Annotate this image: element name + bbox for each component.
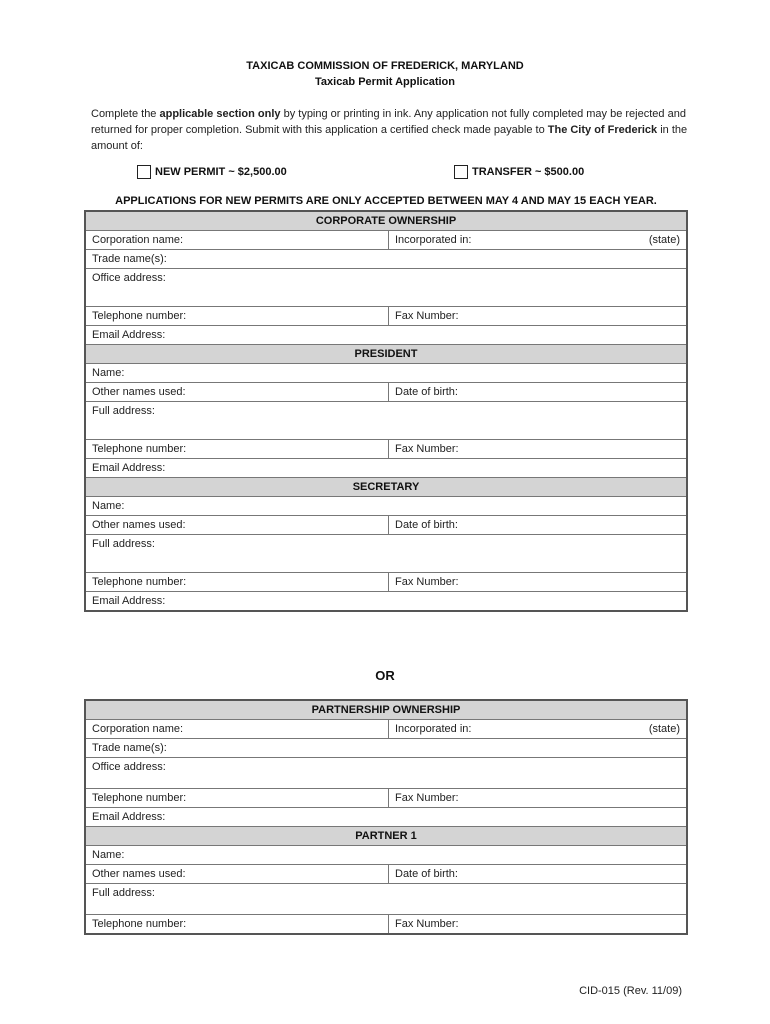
transfer-label: TRANSFER ~ $500.00: [472, 166, 585, 178]
section-header-partner1: PARTNER 1: [85, 827, 687, 846]
new-permit-checkbox[interactable]: [137, 165, 151, 179]
partner1-dob-field[interactable]: Date of birth:: [389, 865, 688, 884]
president-name-field[interactable]: Name:: [85, 364, 687, 383]
incorporated-in-label: Incorporated in:: [395, 234, 472, 246]
partner1-name-field[interactable]: Name:: [85, 846, 687, 865]
partnership-telephone-field[interactable]: Telephone number:: [85, 789, 389, 808]
secretary-email-field[interactable]: Email Address:: [85, 592, 687, 612]
application-window-notice: APPLICATIONS FOR NEW PERMITS ARE ONLY ACCEPTED BETWEEN MAY 4 AND MAY 15 EACH YEAR.: [115, 195, 657, 207]
incorporated-in-label: Incorporated in:: [395, 723, 472, 735]
section-header-partnership: PARTNERSHIP OWNERSHIP: [85, 700, 687, 720]
transfer-option[interactable]: [454, 165, 584, 179]
form-title: TAXICAB COMMISSION OF FREDERICK, MARYLAND: [246, 60, 524, 72]
or-divider: OR: [375, 668, 395, 683]
secretary-address-field[interactable]: Full address:: [85, 535, 687, 573]
telephone-field[interactable]: Telephone number:: [85, 307, 389, 326]
section-header-corporate: CORPORATE OWNERSHIP: [85, 211, 687, 231]
president-email-field[interactable]: Email Address:: [85, 459, 687, 478]
intro-text: by typing or printing in ink. Any application not fully completed may be rejected and returned for proper completion. Submit with this application a certified check made payable to: [91, 108, 686, 136]
president-other-names-field[interactable]: Other names used:: [85, 383, 389, 402]
new-permit-option[interactable]: [137, 165, 287, 179]
new-permit-label: NEW PERMIT ~ $2,500.00: [155, 166, 287, 178]
partner1-address-field[interactable]: Full address:: [85, 884, 687, 915]
partnership-ownership-table: [84, 699, 688, 935]
email-field[interactable]: Email Address:: [85, 326, 687, 345]
president-fax-field[interactable]: Fax Number:: [389, 440, 688, 459]
partnership-trade-names-field[interactable]: Trade name(s):: [85, 739, 687, 758]
secretary-telephone-field[interactable]: Telephone number:: [85, 573, 389, 592]
partner1-telephone-field[interactable]: Telephone number:: [85, 915, 389, 935]
partnership-corporation-name-field[interactable]: Corporation name:: [85, 720, 389, 739]
fax-field[interactable]: Fax Number:: [389, 307, 688, 326]
section-header-secretary: SECRETARY: [85, 478, 687, 497]
intro-text: Complete the: [91, 108, 160, 120]
partnership-fax-field[interactable]: Fax Number:: [389, 789, 688, 808]
intro-emphasis: applicable section only: [159, 108, 281, 120]
section-header-president: PRESIDENT: [85, 345, 687, 364]
secretary-other-names-field[interactable]: Other names used:: [85, 516, 389, 535]
intro-text: in the amount of:: [91, 124, 688, 152]
corporation-name-field[interactable]: Corporation name:: [85, 231, 389, 250]
form-subtitle: Taxicab Permit Application: [315, 76, 455, 88]
partnership-office-address-field[interactable]: Office address:: [85, 758, 687, 789]
state-label: (state): [648, 234, 680, 246]
president-dob-field[interactable]: Date of birth:: [389, 383, 688, 402]
president-telephone-field[interactable]: Telephone number:: [85, 440, 389, 459]
corporate-ownership-table: [84, 210, 688, 612]
secretary-dob-field[interactable]: Date of birth:: [389, 516, 688, 535]
partnership-email-field[interactable]: Email Address:: [85, 808, 687, 827]
incorporated-in-field[interactable]: [389, 231, 688, 250]
partnership-incorporated-in-field[interactable]: [389, 720, 688, 739]
payee-name: The City of Frederick: [547, 124, 658, 136]
president-address-field[interactable]: Full address:: [85, 402, 687, 440]
office-address-field[interactable]: Office address:: [85, 269, 687, 307]
state-label: (state): [648, 723, 680, 735]
partner1-other-names-field[interactable]: Other names used:: [85, 865, 389, 884]
secretary-name-field[interactable]: Name:: [85, 497, 687, 516]
secretary-fax-field[interactable]: Fax Number:: [389, 573, 688, 592]
trade-names-field[interactable]: Trade name(s):: [85, 250, 687, 269]
partner1-fax-field[interactable]: Fax Number:: [389, 915, 688, 935]
instructions: [91, 106, 691, 154]
transfer-checkbox[interactable]: [454, 165, 468, 179]
form-revision-code: CID-015 (Rev. 11/09): [579, 985, 682, 997]
